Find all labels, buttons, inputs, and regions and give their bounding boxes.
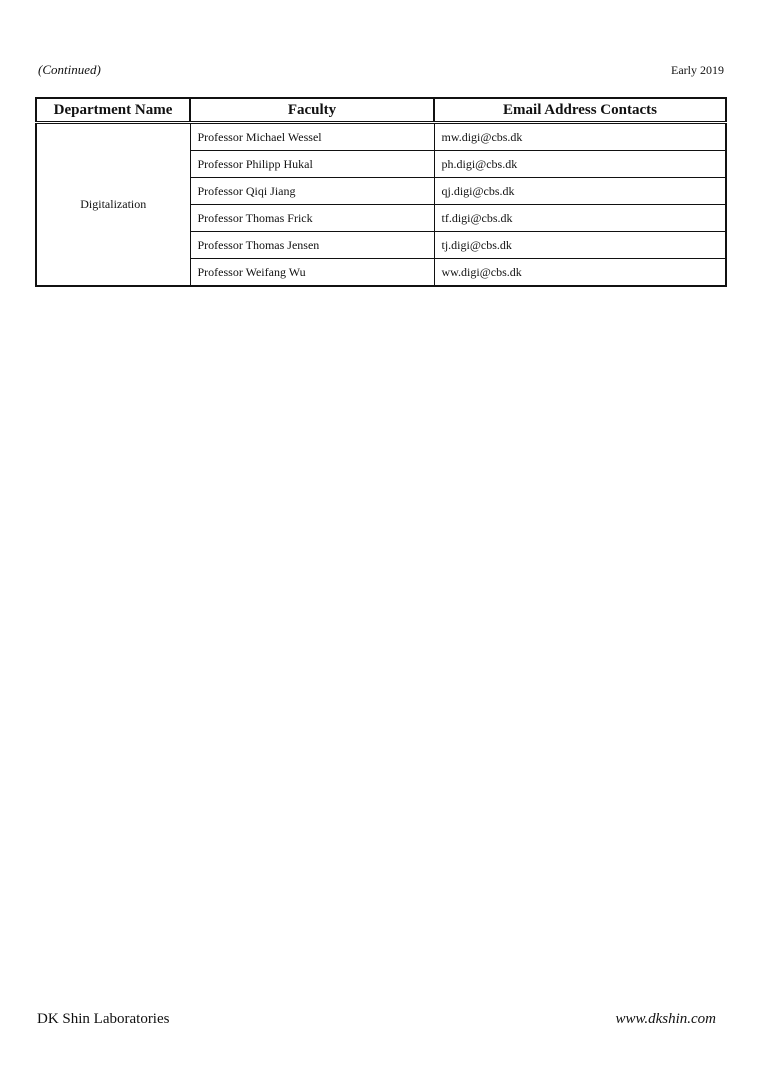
email-cell: ww.digi@cbs.dk (434, 259, 726, 287)
email-cell: tf.digi@cbs.dk (434, 205, 726, 232)
faculty-cell: Professor Thomas Frick (190, 205, 434, 232)
faculty-contacts-table (35, 97, 727, 287)
table-header-row (36, 98, 726, 123)
faculty-cell: Professor Weifang Wu (190, 259, 434, 287)
footer-organization: DK Shin Laboratories (37, 1011, 170, 1027)
department-cell: Digitalization (36, 123, 190, 287)
faculty-cell: Professor Michael Wessel (190, 123, 434, 151)
email-cell: qj.digi@cbs.dk (434, 178, 726, 205)
faculty-cell: Professor Qiqi Jiang (190, 178, 434, 205)
column-header-faculty: Faculty (190, 98, 434, 123)
faculty-cell: Professor Thomas Jensen (190, 232, 434, 259)
faculty-cell: Professor Philipp Hukal (190, 151, 434, 178)
table-row (36, 123, 726, 151)
email-cell: tj.digi@cbs.dk (434, 232, 726, 259)
email-cell: mw.digi@cbs.dk (434, 123, 726, 151)
column-header-department: Department Name (36, 98, 190, 123)
date-label: Early 2019 (671, 63, 724, 77)
email-cell: ph.digi@cbs.dk (434, 151, 726, 178)
continued-label: (Continued) (38, 62, 101, 77)
footer-website: www.dkshin.com (615, 1011, 716, 1027)
column-header-email: Email Address Contacts (434, 98, 726, 123)
